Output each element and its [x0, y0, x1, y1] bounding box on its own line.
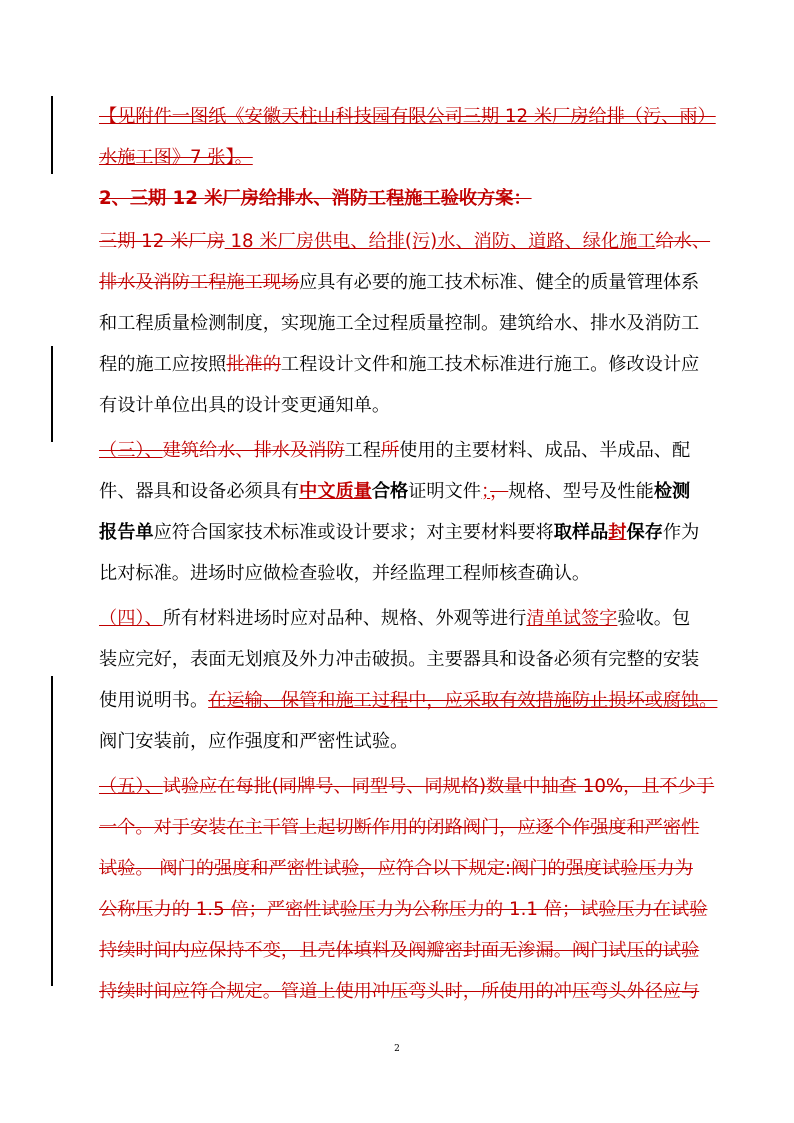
inserted-text: 中文质量	[299, 481, 372, 502]
deleted-text: 试验应在每批(同牌号、同型号、同规格)数量中抽查 10%，且不少于	[162, 776, 715, 797]
doc-line	[99, 518, 719, 548]
body-text: 和工程质量检测制度，实现施工全过程质量控制。建筑给水、排水及消防工	[99, 313, 700, 334]
deleted-section-label: （三）、	[99, 440, 163, 461]
doc-line	[99, 184, 719, 214]
body-text: 使用的主要材料、成品、半成品、配	[399, 440, 691, 461]
doc-line	[99, 143, 719, 173]
doc-line	[99, 772, 719, 802]
body-text: 应具有必要的施工技术标准、健全的质量管理体系	[299, 272, 700, 293]
body-text: 装应完好，表面无划痕及外力冲击破损。主要器具和设备必须有完整的安装	[99, 649, 700, 670]
page-number: 2	[394, 1044, 400, 1054]
inserted-section-label: （四）、	[99, 608, 163, 629]
deleted-text: 在运输、保管和施工过程中，应采取有效措施防止损坏或腐蚀。	[208, 690, 718, 711]
change-bar-1	[51, 96, 53, 174]
inserted-text: 清单试签字	[526, 608, 618, 629]
body-text: 阀门安装前，应作强度和严密性试验。	[99, 731, 409, 752]
deleted-text: 排水及消防工程施工现场	[99, 272, 300, 293]
body-text: 所有材料进场时应对品种、规格、外观等进行	[162, 608, 527, 629]
bold-text: 取样品	[553, 522, 609, 543]
body-text: 比对标准。进场时应做检查验收，并经监理工程师核查确认。	[99, 563, 591, 584]
bold-text: 合格	[371, 481, 409, 502]
deleted-text: 【见附件一图纸《安徽天柱山科技园有限公司三期 12 米厂房给排（污、雨）	[99, 106, 716, 127]
body-text: 件、器具和设备必须具有	[99, 481, 300, 502]
bold-text: 报告单	[99, 522, 154, 543]
deleted-text: 所	[380, 440, 400, 461]
doc-line	[99, 436, 719, 466]
body-text: 程的施工应按照	[99, 354, 227, 375]
deleted-text: 一个。对于安装在主干管上起切断作用的闭路阀门，应逐个作强度和严密性	[99, 817, 700, 838]
doc-line	[99, 391, 719, 421]
body-text: 规格、型号及性能	[508, 481, 654, 502]
doc-line	[99, 604, 719, 634]
doc-line	[99, 477, 719, 507]
deleted-heading: 2、三期 12 米厂房给排水、消防工程施工验收方案：	[99, 188, 532, 209]
body-text: 有设计单位出具的设计变更通知单。	[99, 395, 391, 416]
body-text: 工程设计文件和施工技术标准进行施工。修改设计应	[280, 354, 700, 375]
doc-line	[99, 854, 719, 884]
body-text: 验收。包	[617, 608, 691, 629]
inserted-text: ；	[481, 481, 491, 502]
doc-line	[99, 645, 719, 675]
deleted-text: 持续时间应符合规定。管道上使用冲压弯头时，所使用的冲压弯头外径应与	[99, 981, 700, 1002]
deleted-text: 水施工图》7 张】。	[99, 147, 253, 168]
doc-line	[99, 727, 719, 757]
doc-line	[99, 227, 719, 257]
deleted-text: 持续时间内应保持不变，且壳体填料及阀瓣密封面无渗漏。阀门试压的试验	[99, 940, 700, 961]
deleted-text: 建筑给水、排水及消防	[162, 440, 345, 461]
doc-line	[99, 102, 719, 132]
body-text: 证明文件	[408, 481, 481, 502]
body-text: 作为	[662, 522, 700, 543]
body-text: 工程	[344, 440, 381, 461]
deleted-text: ，	[490, 481, 509, 502]
doc-line	[99, 686, 719, 716]
bold-text: 保存	[626, 522, 663, 543]
body-text: 使用说明书。	[99, 690, 209, 711]
doc-line	[99, 268, 719, 298]
deleted-section-label: （五）、	[99, 776, 163, 797]
deleted-text: 试验。 阀门的强度和严密性试验，应符合以下规定:阀门的强度试验压力为	[99, 858, 693, 879]
change-bar-2	[51, 346, 53, 442]
doc-line	[99, 895, 719, 925]
doc-line	[99, 813, 719, 843]
deleted-text: 公称压力的 1.5 倍；严密性试验压力为公称压力的 1.1 倍；试验压力在试验	[99, 899, 708, 920]
doc-line	[99, 350, 719, 380]
change-bar-3	[51, 676, 53, 986]
doc-line	[99, 977, 719, 1007]
doc-line	[99, 936, 719, 966]
deleted-text: 三期 12 米厂房	[99, 231, 225, 252]
inserted-text: 18 米厂房供电、给排(污)水、消防、道路、绿化施工	[224, 231, 656, 252]
doc-line	[99, 309, 719, 339]
inserted-text: 封	[608, 522, 627, 543]
body-text: 应符合国家技术标准或设计要求；对主要材料要将	[153, 522, 554, 543]
deleted-text: 批准的	[226, 354, 281, 375]
bold-text: 检测	[653, 481, 691, 502]
deleted-text: 给水、	[655, 231, 711, 252]
doc-line	[99, 559, 719, 589]
